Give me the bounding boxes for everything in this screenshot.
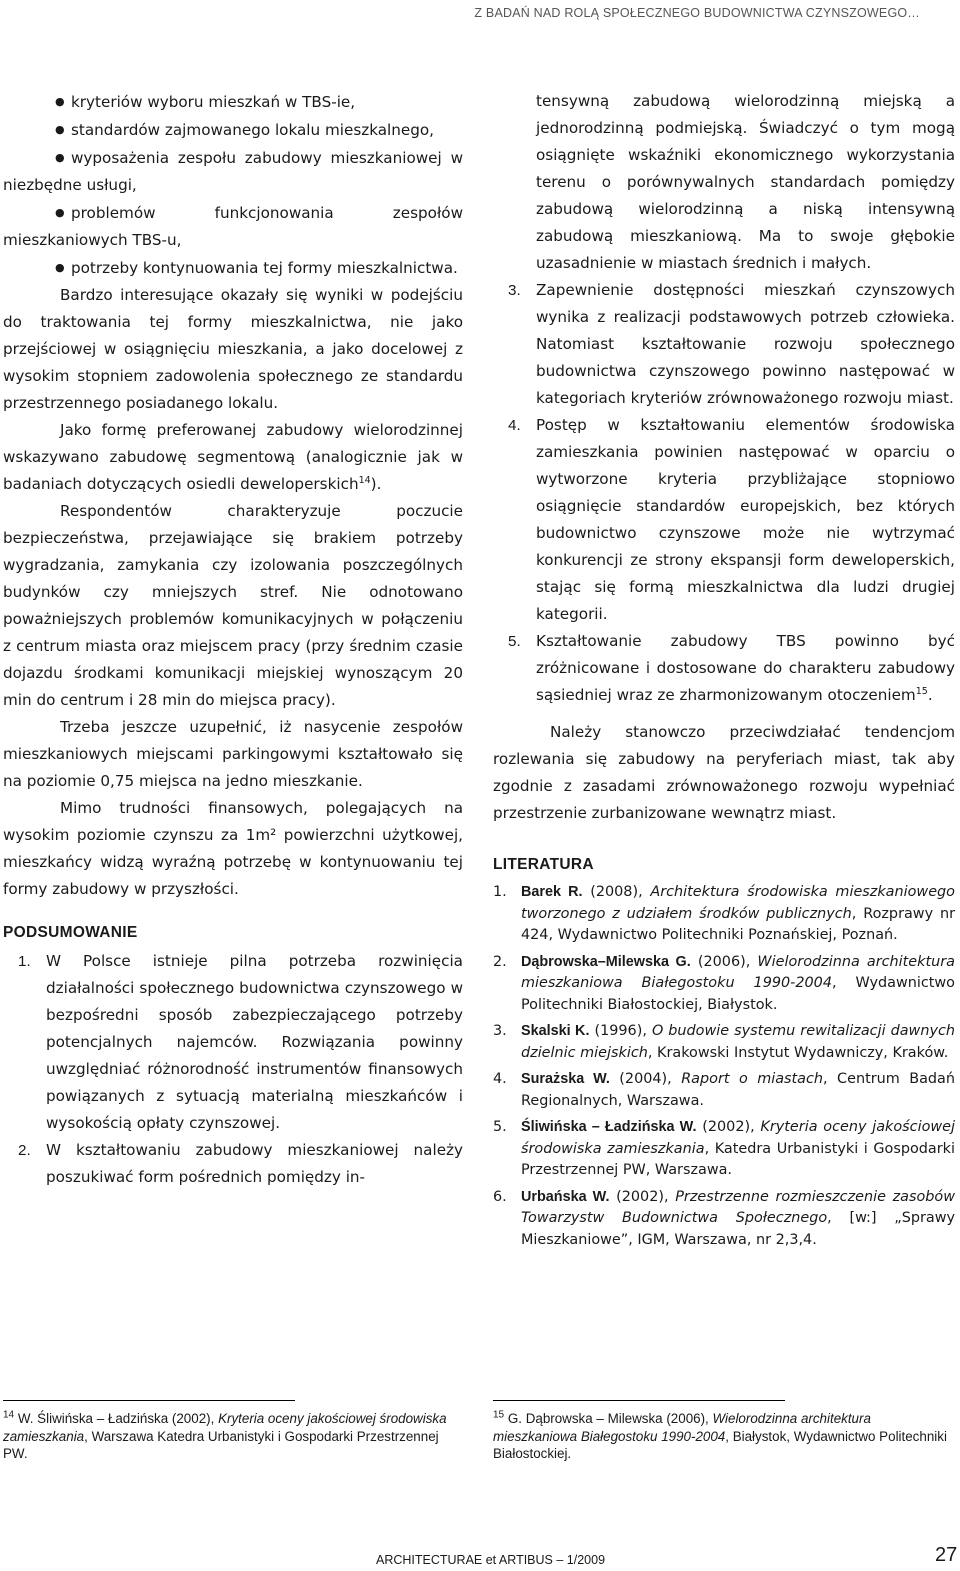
list-item: ● potrzeby kontynuowania tej formy mieszkalnictwa.	[3, 254, 463, 282]
page-number: 27	[935, 1544, 958, 1566]
references-list	[493, 882, 955, 1251]
bullet-icon: ●	[55, 151, 65, 164]
reference-item: 6. Urbańska W. (2002), Przestrzenne rozmieszczenie zasobów Towarzystw Budownictwa Społecznego, [w:] „Sprawy Mieszkaniowe”, IGM, Warszawa, nr 2,3,4.	[493, 1188, 955, 1248]
footnote-divider	[3, 1400, 295, 1401]
footnote-15: $^{15}$ G. Dąbrowska – Milewska (2006), Wielorodzinna architektura mieszkaniowa Białegostoku 1990-2004, Białystok, Wydawnictwo Politechniki Białostockiej.	[493, 1409, 947, 1461]
paragraph: Mimo trudności finansowych, polegających na wysokim poziomie czynszu za 1m² powierzchni użytkowej, mieszkańcy widzą wyraźną potrzebę w kontynuowaniu tej formy zabudowy w przyszłości.	[3, 799, 463, 898]
footnote-14: $^{14}$ W. Śliwińska – Ładzińska (2002), Kryteria oceny jakościowej środowiska zamieszkania, Warszawa Katedra Urbanistyki i Gospodarki Przestrzennej PW.	[3, 1409, 447, 1461]
footnote-ref[interactable]: 14	[358, 474, 371, 486]
footnote-ref[interactable]: 15	[915, 685, 928, 697]
paragraph: Bardzo interesujące okazały się wyniki w podejściu do traktowania tej formy mieszkalnictwa, nie jako przejściowej w osiągnięciu mieszkania, a jako docelowej z wysokim stopniem zadowolenia społecznego ze standardu przestrzennego posiadanego lokalu.	[3, 286, 463, 412]
list-item: 1. W Polsce istnieje pilna potrzeba rozwinięcia działalności społecznego budownictwa czynszowego w bezpośredni sposób zabezpieczającego potrzeby potencjalnych najemców. Rozwiązania powinny uwzględniać różnorodność instrumentów finansowych powiązanych z sytuacją materialną mieszkańców i wysokością opłaty czynszowej.	[18, 952, 463, 1132]
paragraph: Jako formę preferowanej zabudowy wielorodzinnej wskazywano zabudowę segmentową (analogicznie jak w badaniach dotyczących osiedli deweloperskich$^{14}$).	[3, 421, 463, 493]
paragraph: Należy stanowczo przeciwdziałać tendencjom rozlewania się zabudowy na peryferiach miast, tak aby zgodnie z zasadami zrównoważonego rozwoju wypełniać przestrzenie zurbanizowane wewnątrz miast.	[493, 723, 955, 822]
reference-item: 2. Dąbrowska–Milewska G. (2006), Wielorodzinna architektura mieszkaniowa Białegostoku 1990-2004, Wydawnictwo Politechniki Białostockiej, Białystok.	[493, 953, 955, 1013]
right-column	[493, 88, 955, 1256]
summary-list-continued	[493, 277, 955, 709]
paragraph: Respondentów charakteryzuje poczucie bezpieczeństwa, przejawiające się brakiem potrzeby wygradzania, zamykania czy izolowania poszczególnych budynków czy mniejszych stref. Nie odnotowano poważniejszych problemów komunikacyjnych w połączeniu z centrum miasta oraz miejscem pracy (przy średnim czasie dojazdu środkami komunikacji miejskiej wynoszącym 20 min do centrum i 28 min do miejsca pracy).	[3, 502, 463, 709]
summary-list	[3, 948, 463, 1191]
reference-item: 3. Skalski K. (1996), O budowie systemu rewitalizacji dawnych dzielnic miejskich, Krakowski Instytut Wydawniczy, Kraków.	[493, 1023, 955, 1061]
literature-heading: LITERATURA	[493, 856, 594, 873]
bullet-icon: ●	[55, 123, 65, 136]
list-item: 3. Zapewnienie dostępności mieszkań czynszowych wynika z realizacji podstawowych potrzeb człowieka. Natomiast kształtowanie rozwoju społecznego budownictwa czynszowego powinno następować w kategoriach kryteriów zrównoważonego rozwoju miast.	[508, 281, 955, 407]
list-item: ● standardów zajmowanego lokalu mieszkalnego,	[3, 116, 463, 144]
list-item: 5. Kształtowanie zabudowy TBS powinno być zróżnicowane i dostosowane do charakteru zabudowy sąsiedniej wraz ze zharmonizowanym otoczeniem$^{15}$.	[508, 632, 955, 704]
list-item: 2. W kształtowaniu zabudowy mieszkaniowej należy poszukiwać form pośrednich pomiędzy in-	[18, 1141, 463, 1186]
left-column	[3, 88, 463, 1191]
footnote-divider	[493, 1400, 785, 1401]
list-item: ● problemów funkcjonowania zespołów mieszkaniowych TBS-u,	[3, 199, 463, 254]
bullet-icon: ●	[55, 206, 65, 219]
paragraph-continuation: tensywną zabudową wielorodzinną miejską a jednorodzinną podmiejską. Świadczyć o tym mogą osiągnięte wskaźniki ekonomicznego wykorzystania terenu o porównywalnych standardach pomiędzy zabudową wielorodzinną a niską intensywną zabudową mieszkaniową. Ma to swoje głębokie uzasadnienie w miastach średnich i małych.	[536, 92, 955, 272]
paragraph: Trzeba jeszcze uzupełnić, iż nasycenie zespołów mieszkaniowych miejscami parkingowymi kształtowało się na poziomie 0,75 miejsca na jedno mieszkanie.	[3, 718, 463, 790]
summary-heading: PODSUMOWANIE	[3, 924, 138, 941]
list-item: ● wyposażenia zespołu zabudowy mieszkaniowej w niezbędne usługi,	[3, 144, 463, 199]
list-item: ● kryteriów wyboru mieszkań w TBS-ie,	[3, 88, 463, 116]
reference-item: 4. Surażska W. (2004), Raport o miastach, Centrum Badań Regionalnych, Warszawa.	[493, 1071, 955, 1109]
journal-footer: ARCHITECTURAE et ARTIBUS – 1/2009	[376, 1553, 606, 1567]
list-item: 4. Postęp w kształtowaniu elementów środowiska zamieszkania powinien następować w oparciu o wytworzone kryteria przybliżające stopniowo osiągnięcie standardów europejskich, bez których budownictwo czynszowe może nie wytrzymać konkurencji ze strony ekspansji form deweloperskich, stając się formą mieszkalnictwa dla ludzi drugiej kategorii.	[508, 416, 955, 623]
running-header: Z BADAŃ NAD ROLĄ SPOŁECZNEGO BUDOWNICTWA CZYNSZOWEGO…	[474, 6, 920, 20]
survey-topics-list	[3, 88, 463, 282]
bullet-icon: ●	[55, 95, 65, 108]
bullet-icon: ●	[55, 261, 65, 274]
reference-item: 5. Śliwińska – Ładzińska W. (2002), Kryteria oceny jakościowej środowiska zamieszkania, Katedra Urbanistyki i Gospodarki Przestrzennej PW, Warszawa.	[493, 1119, 956, 1178]
reference-item: 1. Barek R. (2008), Architektura środowiska mieszkaniowego tworzonego z udziałem środków publicznych, Rozprawy nr 424, Wydawnictwo Politechniki Poznańskiej, Poznań.	[493, 884, 955, 943]
